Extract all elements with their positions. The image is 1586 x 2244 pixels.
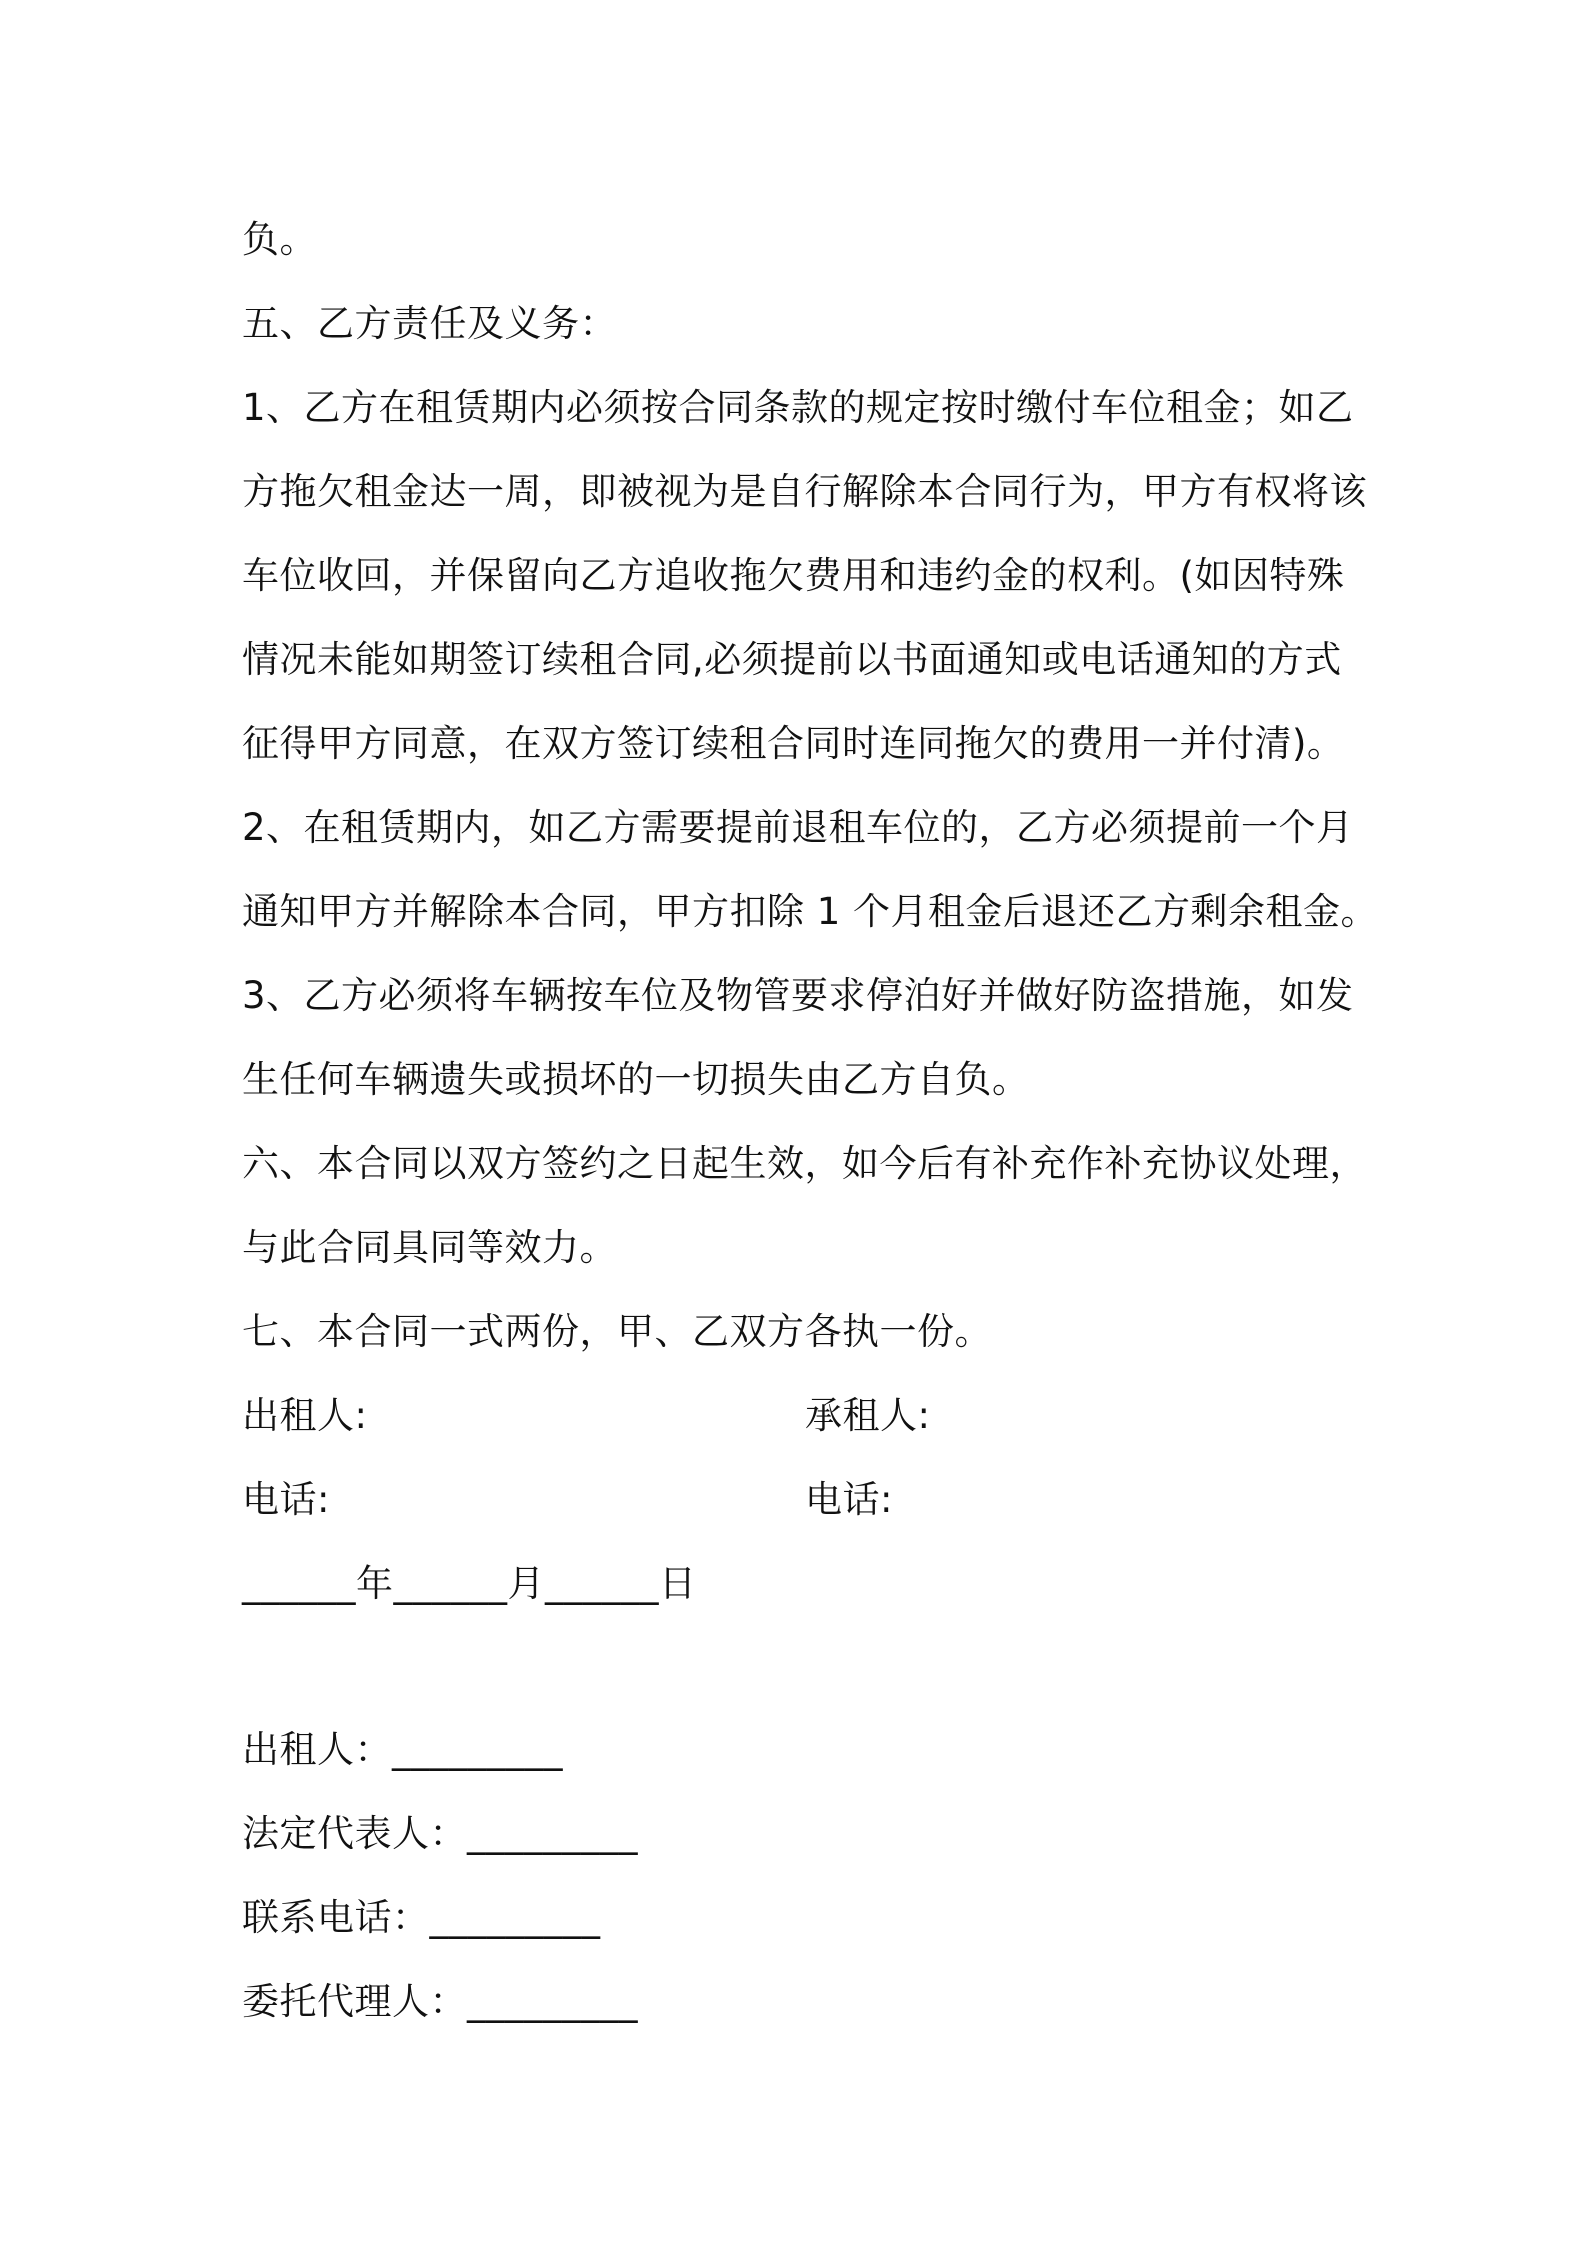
section-heading-party-b-duties: 五、乙方责任及义务：	[242, 302, 617, 345]
spacer	[242, 1626, 1362, 1708]
paragraph-line: 负。	[242, 218, 317, 261]
document-body	[242, 198, 1379, 2044]
paragraph-line: 2、在租赁期内，如乙方需要提前退租车位的，乙方必须提前一个月	[242, 806, 1354, 849]
footer-field-legal-representative: 法定代表人：_________	[242, 1812, 638, 1855]
paragraph-line: 通知甲方并解除本合同，甲方扣除 1 个月租金后退还乙方剩余租金。	[242, 890, 1379, 933]
signature-row-phones	[242, 1458, 1362, 1542]
paragraph-line: 生任何车辆遗失或损坏的一切损失由乙方自负。	[242, 1058, 1030, 1101]
footer-field-authorized-agent: 委托代理人：_________	[242, 1980, 638, 2023]
paragraph-line: 征得甲方同意，在双方签订续租合同时连同拖欠的费用一并付清)。	[242, 722, 1345, 765]
paragraph-line: 1、乙方在租赁期内必须按合同条款的规定按时缴付车位租金；如乙	[242, 386, 1354, 429]
footer-field-lessor: 出租人：_________	[242, 1728, 563, 1771]
paragraph-line: 与此合同具同等效力。	[242, 1226, 617, 1269]
section-heading-effective-date: 六、本合同以双方签约之日起生效，如今后有补充作补充协议处理，	[242, 1142, 1367, 1185]
lessor-phone-label: 电话:	[242, 1478, 330, 1521]
signature-row-parties	[242, 1374, 1362, 1458]
footer-field-contact-phone: 联系电话：_________	[242, 1896, 601, 1939]
paragraph-line: 3、乙方必须将车辆按车位及物管要求停泊好并做好防盗措施，如发	[242, 974, 1354, 1017]
lessee-label: 承租人:	[805, 1394, 931, 1437]
paragraph-line: 情况未能如期签订续租合同,必须提前以书面通知或电话通知的方式	[242, 638, 1342, 681]
lessee-phone-label: 电话:	[805, 1478, 893, 1521]
paragraph-line: 车位收回，并保留向乙方追收拖欠费用和违约金的权利。(如因特殊	[242, 554, 1345, 597]
paragraph-line: 方拖欠租金达一周，即被视为是自行解除本合同行为，甲方有权将该	[242, 470, 1367, 513]
date-line: ______年______月______日	[242, 1562, 697, 1605]
section-heading-copies: 七、本合同一式两份，甲、乙双方各执一份。	[242, 1310, 992, 1353]
lessor-label: 出租人:	[242, 1394, 368, 1437]
